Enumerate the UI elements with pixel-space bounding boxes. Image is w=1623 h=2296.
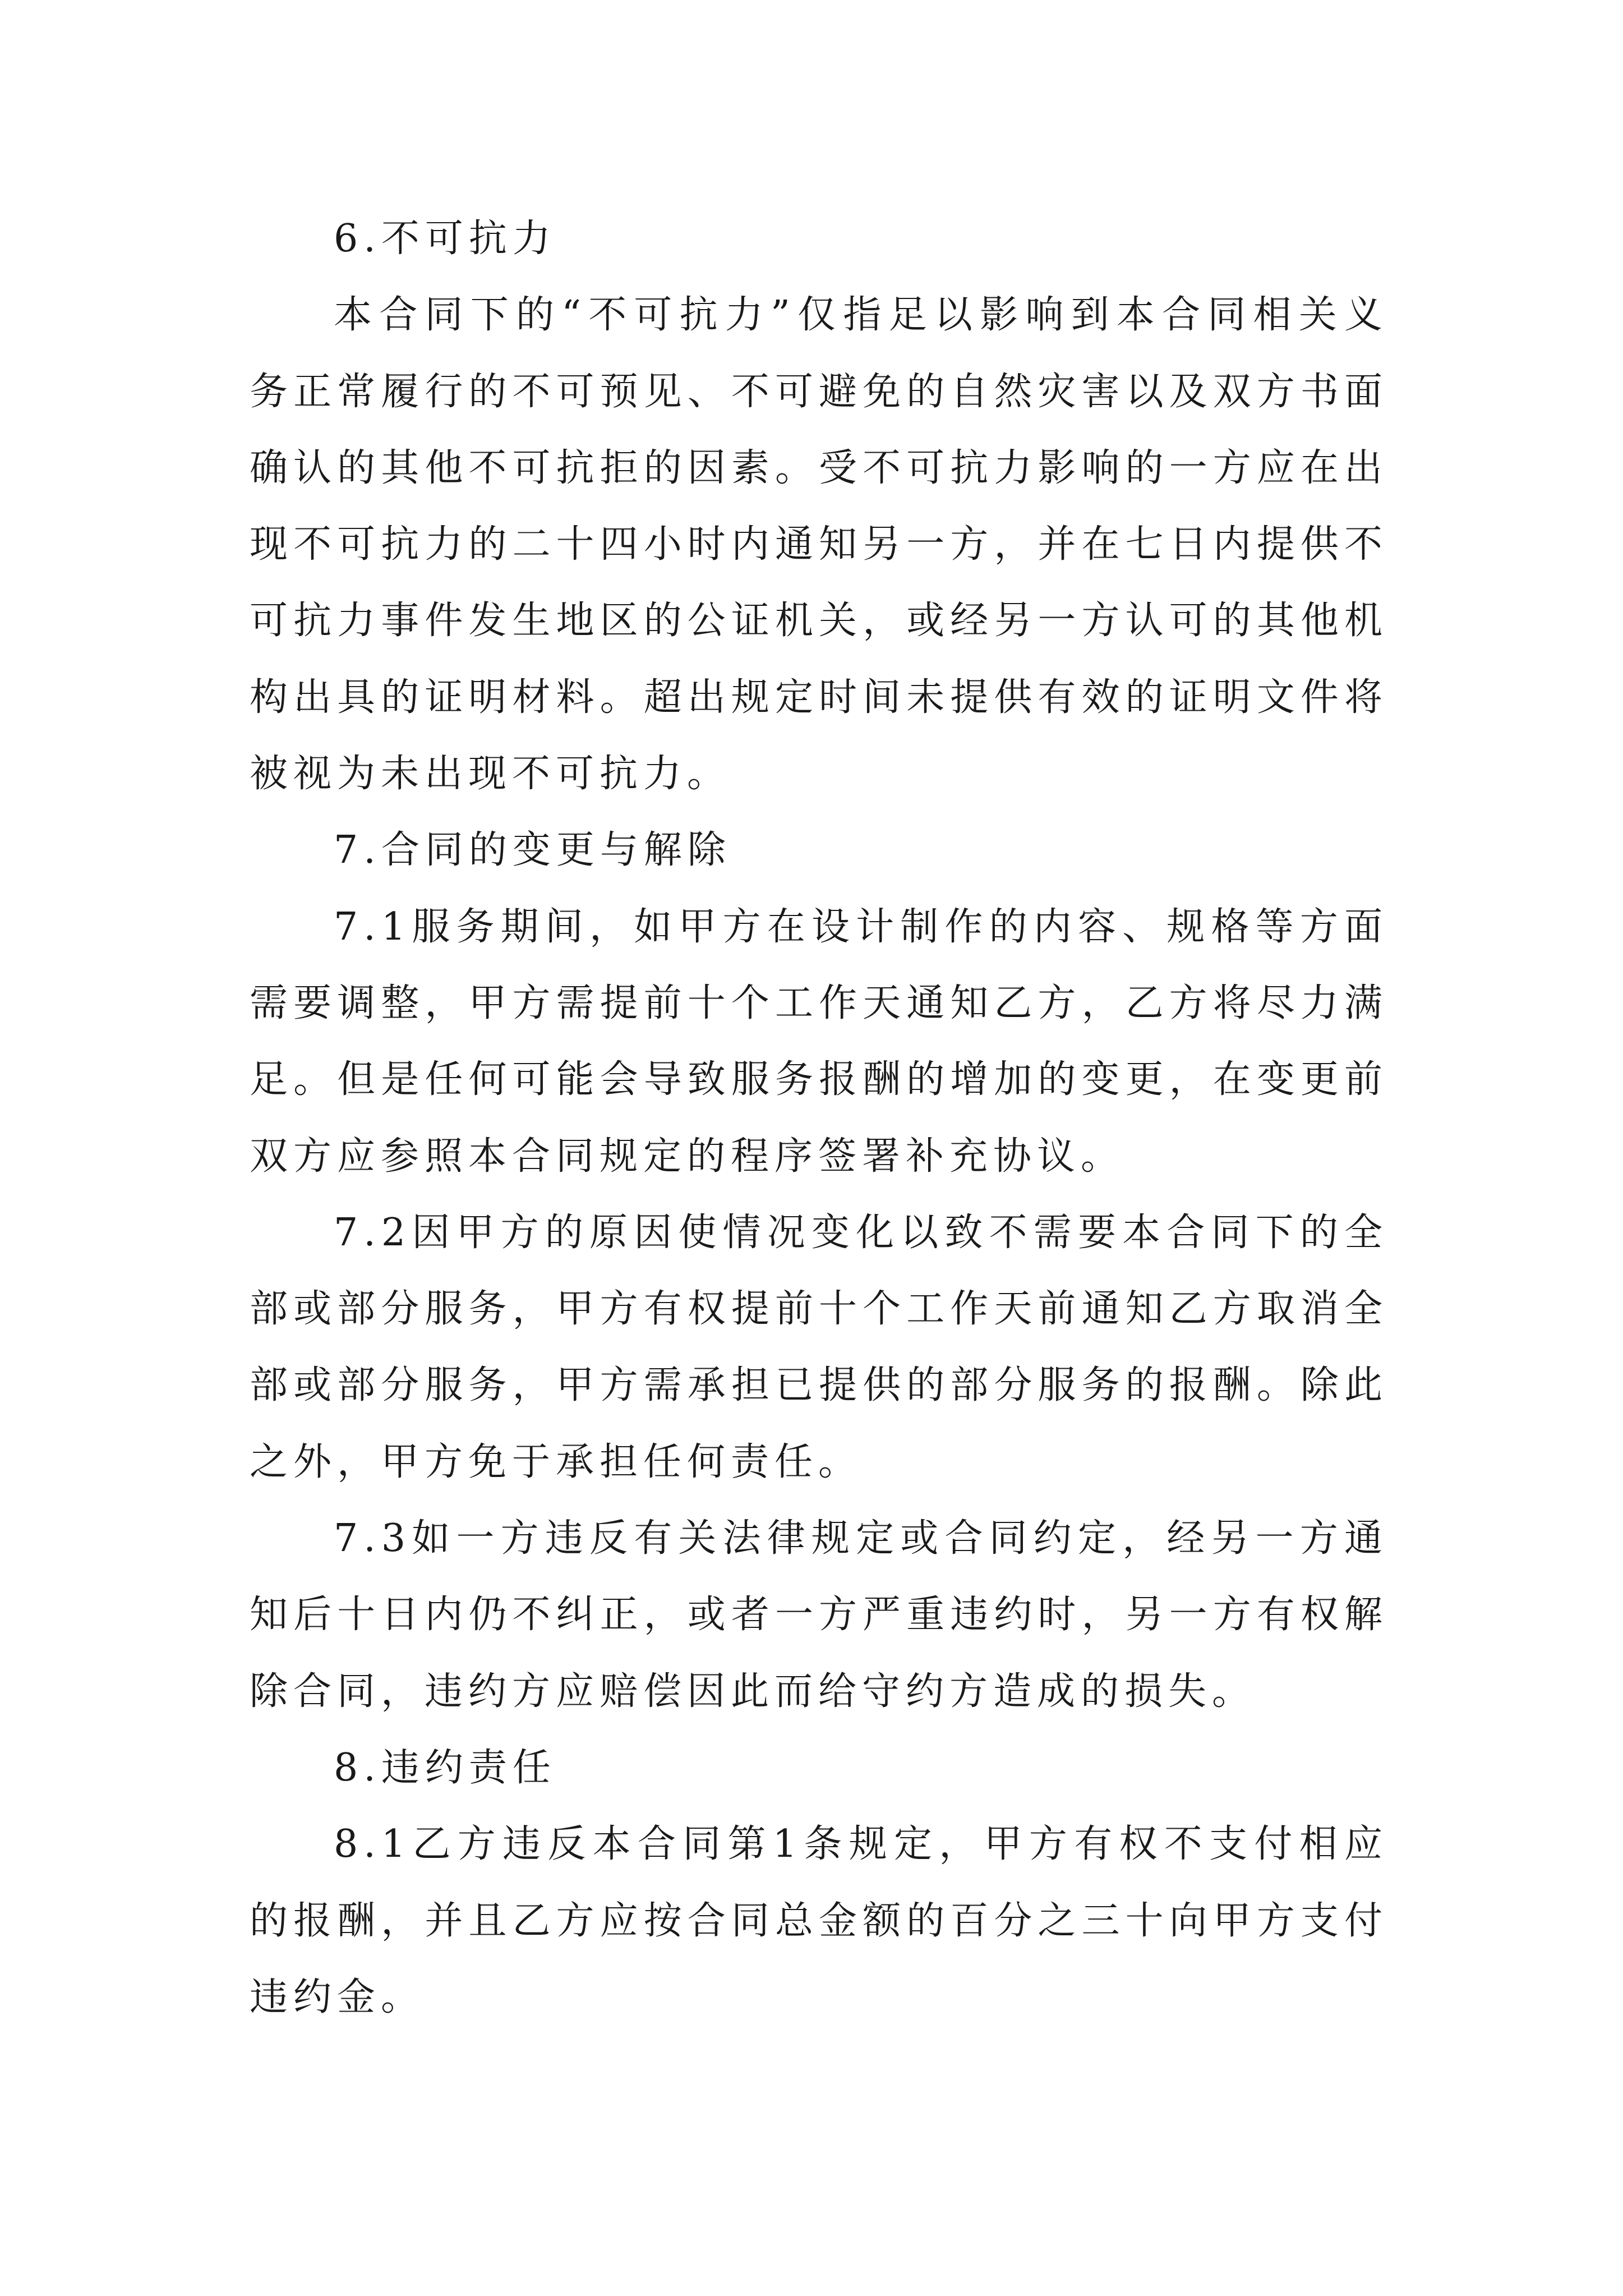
- paragraph-7-2: 7.2因甲方的原因使情况变化以致不需要本合同下的全部或部分服务，甲方有权提前十个工作天前通知乙方取消全部或部分服务，甲方需承担已提供的部分服务的报酬。除此之外，甲方免于承担任何责任。: [250, 1210, 1388, 1484]
- section-heading-contract-change: 7.合同的变更与解除: [334, 828, 731, 873]
- section-heading-liability: 8.违约责任: [334, 1745, 556, 1790]
- paragraph-7-3: 7.3如一方违反有关法律规定或合同约定，经另一方通知后十日内仍不纠正，或者一方严重违约时，另一方有权解除合同，违约方应赔偿因此而给守约方造成的损失。: [250, 1516, 1388, 1714]
- section-heading-force-majeure: 6.不可抗力: [334, 217, 556, 261]
- paragraph-8-1: 8.1乙方违反本合同第1条规定，甲方有权不支付相应的报酬，并且乙方应按合同总金额的百分之三十向甲方支付违约金。: [250, 1822, 1388, 2019]
- document-body: [250, 201, 1388, 2036]
- paragraph-7-1: 7.1服务期间，如甲方在设计制作的内容、规格等方面需要调整，甲方需提前十个工作天通知乙方，乙方将尽力满足。但是任何可能会导致服务报酬的增加的变更，在变更前双方应参照本合同规定的程序签署补充协议。: [250, 904, 1388, 1179]
- paragraph-force-majeure: 本合同下的“不可抗力”仅指足以影响到本合同相关义务正常履行的不可预见、不可避免的自然灾害以及双方书面确认的其他不可抗拒的因素。受不可抗力影响的一方应在出现不可抗力的二十四小时内通知另一方，并在七日内提供不可抗力事件发生地区的公证机关，或经另一方认可的其他机构出具的证明材料。超出规定时间未提供有效的证明文件将被视为未出现不可抗力。: [250, 293, 1388, 797]
